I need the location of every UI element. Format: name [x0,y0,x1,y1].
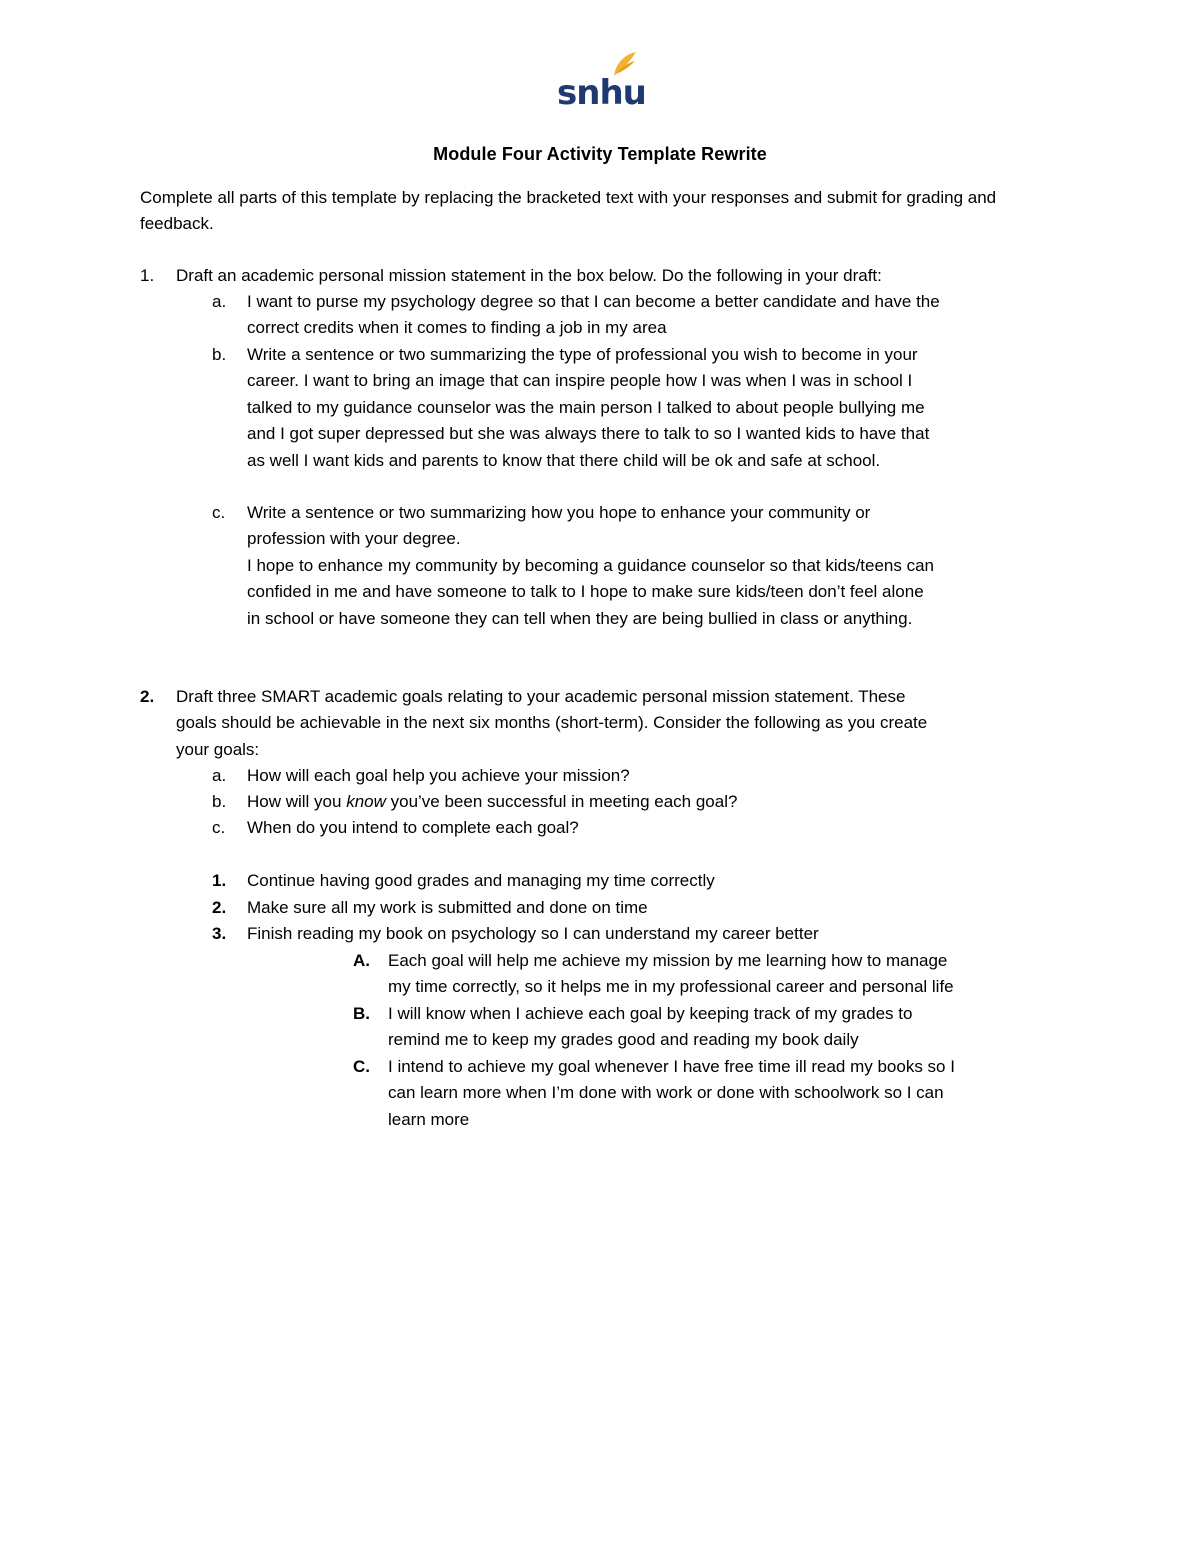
text-line: I intend to achieve my goal whenever I have free time ill read my books so I [388,1057,955,1076]
goal-1-text: Continue having good grades and managing my time correctly [247,871,715,890]
question-1-number: 1. [140,266,155,285]
svg-text:snhu: snhu [557,73,646,110]
q1-item-a-text [247,289,940,342]
text-line: in school or have someone they can tell when they are being bullied in class or anything. [247,608,913,628]
question-1-text: Draft an academic personal mission statement in the box below. Do the following in your draft: [176,266,882,285]
q1-item-b-label: b. [212,345,227,364]
answer-b-label: B. [353,1004,370,1023]
text-line: talked to my guidance counselor was the main person I talked to about people bullying me [247,397,925,417]
text-line: learn more [388,1109,470,1129]
text-line: I will know when I achieve each goal by keeping track of my grades to [388,1004,913,1023]
answer-c-text [388,1054,955,1133]
goal-2-number: 2. [212,898,227,917]
q2-item-a-label: a. [212,766,227,785]
document-title: Module Four Activity Template Rewrite [433,144,767,164]
text-line: Write a sentence or two summarizing the type of professional you wish to become in your [247,345,918,364]
text-line: can learn more when I’m done with work or done with schoolwork so I can [388,1083,944,1103]
text-line: correct credits when it comes to finding a job in my area [247,318,667,338]
emphasis-text: know [346,792,386,811]
snhu-logo [556,48,646,110]
answer-a-label: A. [353,951,370,970]
text-line: goals should be achievable in the next six months (short-term). Consider the following as you create [176,713,928,733]
goal-1-number: 1. [212,871,227,890]
answer-a-text [388,948,954,1001]
goal-2-text: Make sure all my work is submitted and done on time [247,898,648,917]
q2-item-b-text [247,789,737,815]
q2-item-b-label: b. [212,792,227,811]
text-line: career. I want to bring an image that can inspire people how I was when I was in school I [247,371,913,391]
text-line: I hope to enhance my community by becoming a guidance counselor so that kids/teens can [247,555,935,575]
text-line: Each goal will help me achieve my mission by me learning how to manage [388,951,948,970]
q1-item-b-text [247,342,929,474]
answer-b-text [388,1001,912,1054]
text-line: and I got super depressed but she was always there to talk to so I wanted kids to have that [247,424,930,444]
q2-item-a-text: How will each goal help you achieve your mission? [247,766,630,785]
text-line: Draft three SMART academic goals relating to your academic personal mission statement. These [176,687,906,706]
text-segment: you’ve been successful in meeting each goal? [385,792,738,811]
answer-c-label: C. [353,1057,370,1076]
text-line: confided in me and have someone to talk to I hope to make sure kids/teen don’t feel alone [247,582,924,602]
text-line: as well I want kids and parents to know that there child will be ok and safe at school. [247,450,881,470]
text-line: my time correctly, so it helps me in my professional career and personal life [388,977,954,997]
q1-item-c-label: c. [212,503,226,522]
text-segment: How will you [247,792,347,811]
question-2-text [176,684,927,763]
text-line: remind me to keep my grades good and reading my book daily [388,1030,859,1050]
text-line: profession with your degree. [247,529,461,549]
q1-item-a-label: a. [212,292,227,311]
text-line: your goals: [176,739,260,759]
q2-item-c-text: When do you intend to complete each goal? [247,818,579,837]
question-2-number: 2. [140,687,155,706]
text-line: I want to purse my psychology degree so that I can become a better candidate and have the [247,292,940,311]
q1-item-c-text [247,500,934,632]
text-line: Write a sentence or two summarizing how you hope to enhance your community or [247,503,871,522]
intro-paragraph: Complete all parts of this template by replacing the bracketed text with your responses and submit for grading and feedback. [140,188,997,234]
q2-item-c-label: c. [212,818,226,837]
goal-3-number: 3. [212,924,227,943]
goal-3-text: Finish reading my book on psychology so I can understand my career better [247,924,819,943]
